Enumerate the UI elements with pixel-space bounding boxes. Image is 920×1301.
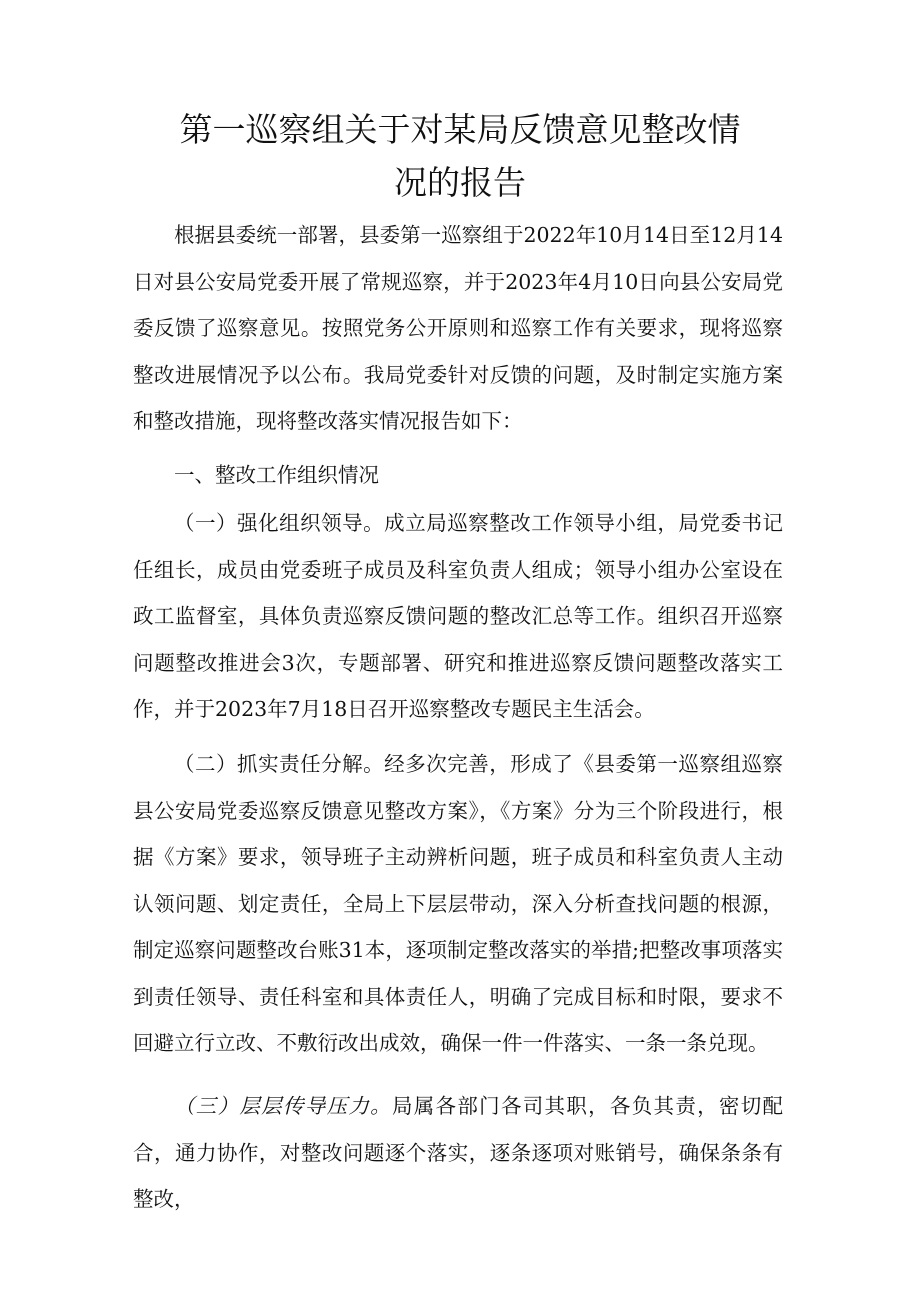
item-1-paragraph: （一）强化组织领导。成立局巡察整改工作领导小组，局党委书记任组长，成员由党委班子成员及科室负责人组成；领导小组办公室设在政工监督室，具体负责巡察反馈问题的整改汇总等工作。组织召开巡察问题整改推进会3次，专题部署、研究和推进巡察反馈问题整改落实工作，并于2023年7月18日召开巡察整改专题民主生活会。	[133, 511, 783, 721]
section-1-heading: 一、整改工作组织情况	[174, 463, 379, 487]
document-title-line-2: 况的报告	[394, 163, 526, 202]
document-title-line-1: 第一巡察组关于对某局反馈意见整改情	[179, 110, 741, 149]
intro-paragraph: 根据县委统一部署，县委第一巡察组于2022年10月14日至12月14日对县公安局党委开展了常规巡察，并于2023年4月10日向县公安局党委反馈了巡察意见。按照党务公开原则和巡察工作有关要求，现将巡察整改进展情况予以公布。我局党委针对反馈的问题，及时制定实施方案和整改措施，现将整改落实情况报告如下：	[133, 223, 783, 433]
item-3-text: 局属各部门各司其职，各负其责，密切配合，通力协作，对整改问题逐个落实，逐条逐项对账销号，确保条条有整改，	[133, 1094, 784, 1211]
item-3-label: （三）层层传导压力。	[174, 1094, 392, 1118]
item-2-paragraph: （二）抓实责任分解。经多次完善，形成了《县委第一巡察组巡察县公安局党委巡察反馈意见整改方案》，《方案》分为三个阶段进行，根据《方案》要求，领导班子主动辨析问题，班子成员和科室负责人主动认领问题、划定责任，全局上下层层带动，深入分析查找问题的根源，制定巡察问题整改台账31本，逐项制定整改落实的举措;把整改事项落实到责任领导、责任科室和具体责任人，明确了完成目标和时限，要求不回避立行立改、不敷衍改出成效，确保一件一件落实、一条一条兑现。	[133, 752, 783, 1055]
item-3-paragraph	[133, 1083, 783, 1223]
